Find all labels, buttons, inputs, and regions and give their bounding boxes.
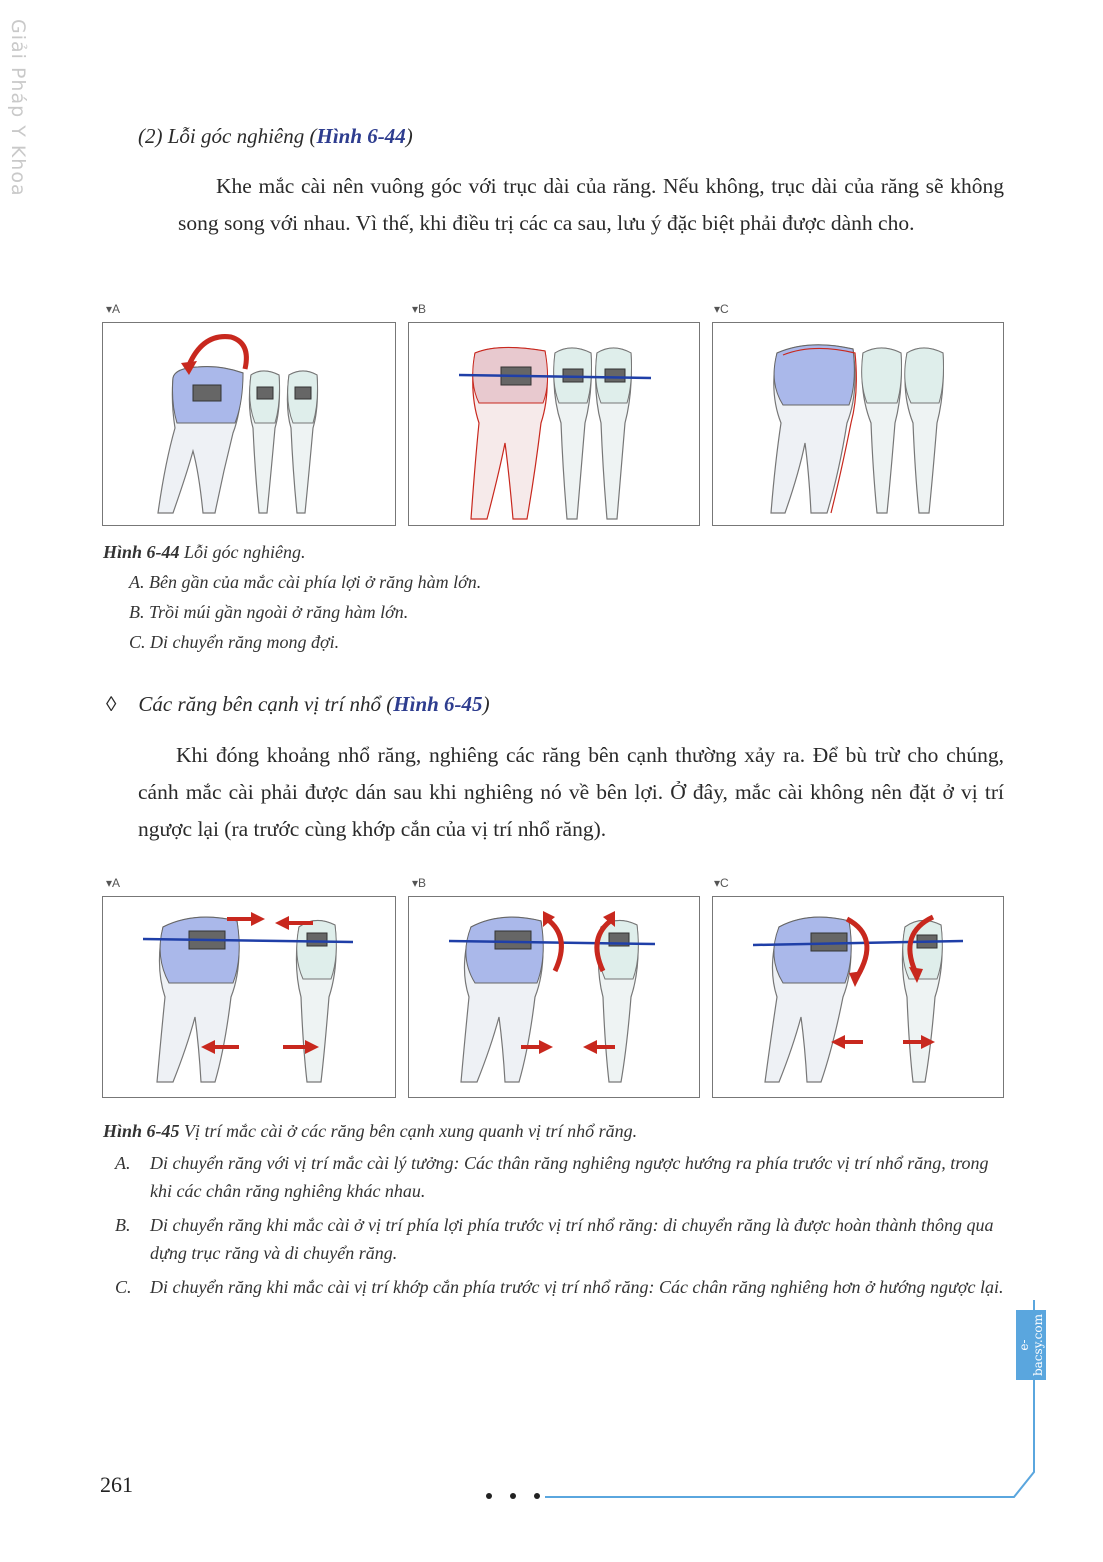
item-text: Di chuyển răng khi mắc cài ở vị trí phía lợi phía trước vị trí nhổ răng: di chuyển răng là được hoàn thành thông qua dựng trục răng và di chuyển răng. [150,1215,994,1263]
section-heading-2 [106,692,490,717]
side-label: e-bacsy.com [1016,1310,1046,1380]
figure-panel-b [408,322,700,526]
figure-ref-link[interactable]: Hình 6-45 [393,692,483,716]
item-text: Di chuyển răng khi mắc cài vị trí khớp cắn phía trước vị trí nhổ răng: Các chân răng nghiêng hơn ở hướng ngược lại. [150,1277,1004,1297]
caption-item-c: C. Di chuyển răng mong đợi. [129,632,340,652]
bullet-icon: ◊ [106,692,117,716]
figure-6-45 [102,874,1002,1099]
tooth-illustration [409,323,699,525]
figure-caption-6-45 [103,1117,1008,1301]
caption-item-c [115,1273,1008,1301]
paragraph-2-text: Khi đóng khoảng nhổ răng, nghiêng các răng bên cạnh thường xảy ra. Để bù trừ cho chúng, cánh mắc cài phải được dán sau khi nghiêng nó về bên lợi. Ở đây, mắc cài không nên đặt ở vị trí ngược lại (ra trước cùng khớp cắn của vị trí nhổ răng). [138,743,1004,841]
section-heading-1 [138,124,413,149]
caption-text: Lỗi góc nghiêng. [179,542,306,562]
item-text: Di chuyển răng với vị trí mắc cài lý tưởng: Các thân răng nghiêng ngược hướng ra phía trước vị trí nhổ răng, trong khi các chân răng nghiêng khác nhau. [150,1153,989,1201]
panel-label-a: ▾A [106,876,121,890]
figure-panel-b [408,896,700,1098]
figure-6-44 [102,302,1002,527]
item-letter: A. [115,1153,131,1173]
paragraph-1 [178,168,1004,242]
heading-suffix: ) [482,692,490,716]
paragraph-1-text: Khe mắc cài nên vuông góc với trục dài của răng. Nếu không, trục dài của răng sẽ không song song với nhau. Vì thế, khi điều trị các ca sau, lưu ý đặc biệt phải được dành cho. [178,174,1004,235]
tooth-illustration [103,897,395,1097]
panel-label-c: ▾C [714,876,729,890]
caption-title: Hình 6-44 [103,542,180,562]
tooth-illustration [713,323,1003,525]
tooth-illustration [103,323,395,525]
caption-text: Vị trí mắc cài ở các răng bên cạnh xung quanh vị trí nhổ răng. [179,1121,638,1141]
paragraph-2 [138,737,1004,848]
panel-label-b: ▾B [412,302,427,316]
figure-panel-a [102,322,396,526]
page-dots-decoration [486,1486,558,1504]
watermark: Giải Pháp Y Khoa [7,19,29,197]
item-letter: C. [115,1277,132,1297]
caption-item-b [115,1211,1008,1267]
heading-text: Các răng bên cạnh vị trí nhổ ( [138,692,394,716]
heading-suffix: ) [405,124,413,148]
caption-item-b: B. Trồi múi gần ngoài ở răng hàm lớn. [129,602,409,622]
figure-caption-6-44 [103,537,1003,657]
panel-label-b: ▾B [412,876,427,890]
page-number: 261 [100,1472,133,1497]
figure-ref-link[interactable]: Hình 6-44 [316,124,406,148]
tooth-illustration [409,897,699,1097]
heading-text: (2) Lỗi góc nghiêng ( [138,124,317,148]
caption-item-a: A. Bên gần của mắc cài phía lợi ở răng hàm lớn. [129,572,482,592]
caption-item-a [115,1149,1008,1205]
tooth-illustration [713,897,1003,1097]
panel-label-a: ▾A [106,302,121,316]
figure-panel-c [712,896,1004,1098]
caption-title: Hình 6-45 [103,1121,180,1141]
figure-panel-c [712,322,1004,526]
figure-panel-a [102,896,396,1098]
panel-label-c: ▾C [714,302,729,316]
item-letter: B. [115,1215,131,1235]
